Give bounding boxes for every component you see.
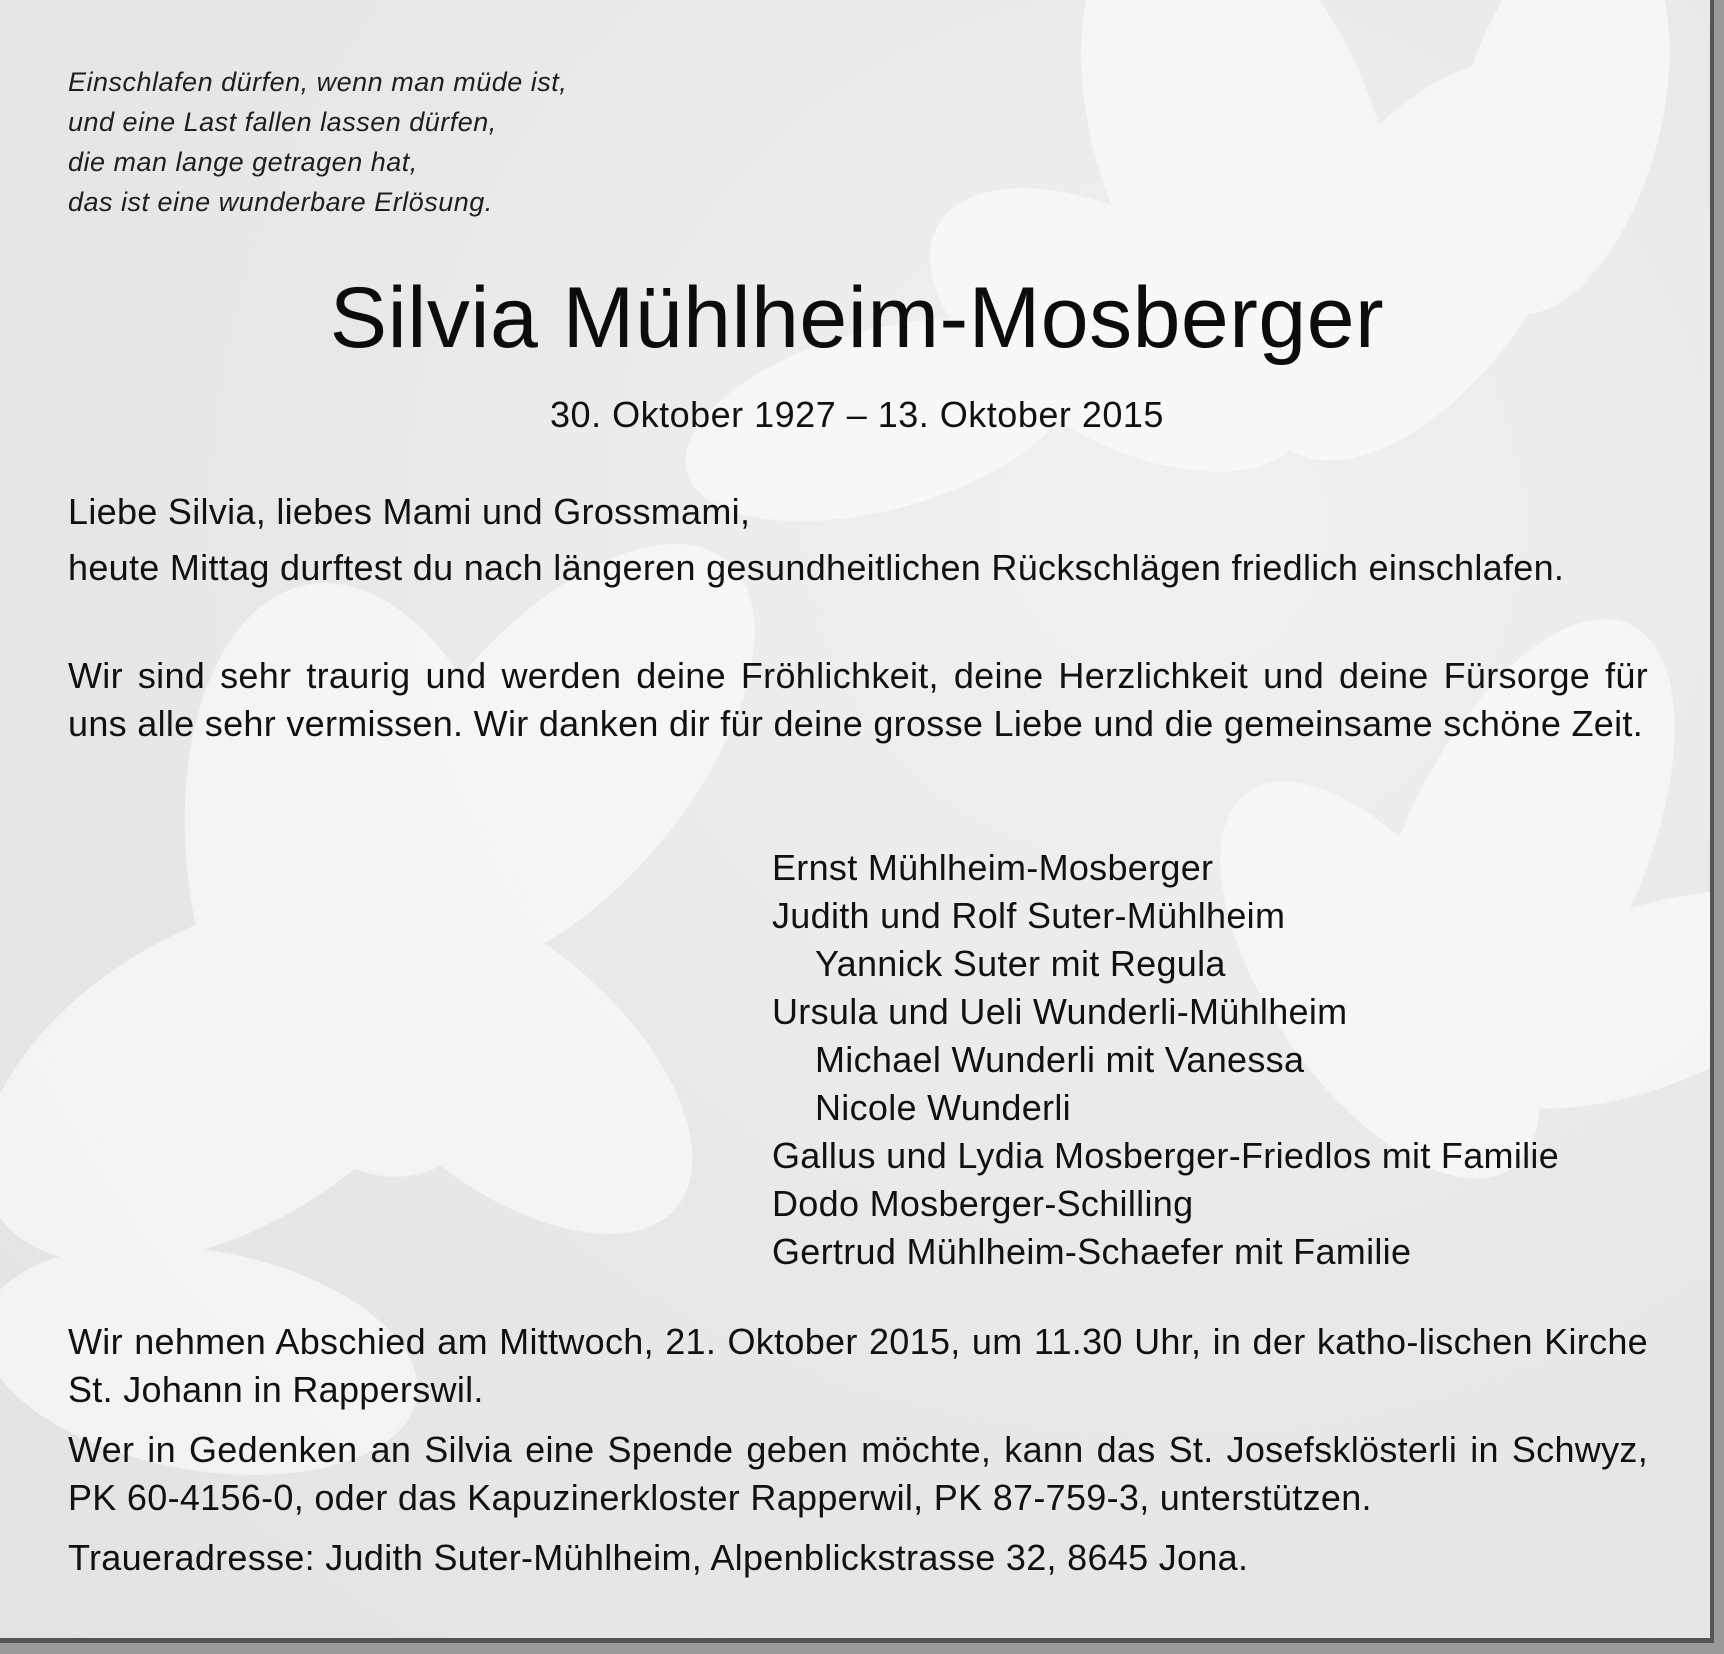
mourning-address: Traueradresse: Judith Suter-Mühlheim, Alpenblickstrasse 32, 8645 Jona. [68, 1537, 1249, 1578]
mourner-name: Judith und Rolf Suter-Mühlheim [772, 895, 1286, 936]
message-paragraph: heute Mittag durftest du nach längeren gesundheitlichen Rückschlägen friedlich einschlafen. [68, 547, 1565, 588]
farewell-ceremony-info: Wir nehmen Abschied am Mittwoch, 21. Oktober 2015, um 11.30 Uhr, in der katho-lischen Kirche St. Johann in Rapperswil. [68, 1321, 1648, 1410]
mourner-name: Nicole Wunderli [815, 1087, 1071, 1128]
mourner-name: Yannick Suter mit Regula [815, 943, 1226, 984]
epigraph-poem [68, 62, 768, 222]
mourner-name: Dodo Mosberger-Schilling [772, 1183, 1194, 1224]
mourner-name: Ernst Mühlheim-Mosberger [772, 847, 1214, 888]
mourner-name: Gertrud Mühlheim-Schaefer mit Familie [772, 1231, 1412, 1272]
mourner-name: Michael Wunderli mit Vanessa [815, 1039, 1305, 1080]
mourner-name: Ursula und Ueli Wunderli-Mühlheim [772, 991, 1348, 1032]
donation-info: Wer in Gedenken an Silvia eine Spende geben möchte, kann das St. Josefsklösterli in Schwyz, PK 60-4156-0, oder das Kapuzinerkloster Rapperwil, PK 87-759-3, unterstützen. [68, 1429, 1648, 1518]
mourner-name: Gallus und Lydia Mosberger-Friedlos mit Familie [772, 1135, 1560, 1176]
deceased-name: Silvia Mühlheim-Mosberger [329, 270, 1385, 366]
message-paragraph: Wir sind sehr traurig und werden deine Fröhlichkeit, deine Herzlichkeit und deine Fürsorge für uns alle sehr vermissen. Wir danken dir für deine grosse Liebe und die gemeinsame schöne Zeit. [68, 655, 1648, 744]
epigraph-line: und eine Last fallen lassen dürfen, [68, 107, 497, 137]
epigraph-line: die man lange getragen hat, [68, 147, 418, 177]
salutation: Liebe Silvia, liebes Mami und Grossmami, [68, 491, 751, 532]
life-dates: 30. Oktober 1927 – 13. Oktober 2015 [550, 394, 1164, 435]
epigraph-line: das ist eine wunderbare Erlösung. [68, 187, 493, 217]
mourners-list [772, 844, 1672, 1276]
epigraph-line: Einschlafen dürfen, wenn man müde ist, [68, 67, 568, 97]
